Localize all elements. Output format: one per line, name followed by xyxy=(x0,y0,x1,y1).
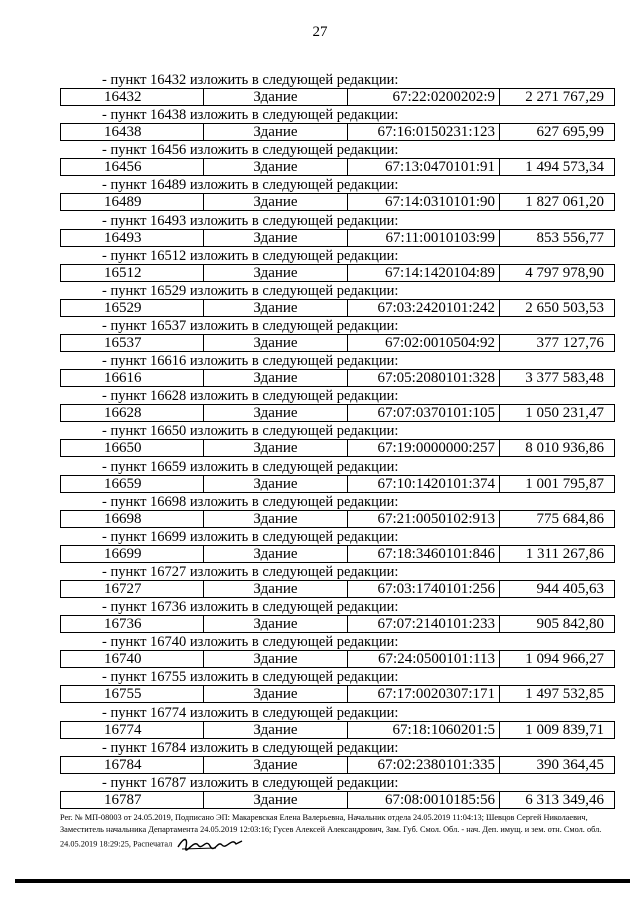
entry-note: - пункт 16787 изложить в следующей редакции: xyxy=(102,774,399,791)
cadastral-number: 67:18:3460101:846 xyxy=(348,546,500,562)
item-number: 16438 xyxy=(61,124,204,140)
entry xyxy=(60,530,615,565)
entry-note: - пункт 16456 изложить в следующей редакции: xyxy=(102,142,399,159)
cadastral-value: 3 377 583,48 xyxy=(525,370,604,387)
item-number: 16650 xyxy=(61,440,204,456)
table-row xyxy=(60,685,615,703)
cadastral-number: 67:11:0010103:99 xyxy=(348,230,500,246)
entry-note: - пункт 16699 изложить в следующей редакции: xyxy=(102,528,399,545)
entry-note: - пункт 16736 изложить в следующей редакции: xyxy=(102,599,399,616)
table-row xyxy=(60,404,615,422)
cadastral-number: 67:16:0150231:123 xyxy=(348,124,500,140)
cadastral-value: 905 842,80 xyxy=(536,616,604,633)
cadastral-value: 627 695,99 xyxy=(536,124,604,141)
table-row xyxy=(60,650,615,668)
item-number: 16699 xyxy=(61,546,204,562)
cadastral-value: 1 094 966,27 xyxy=(525,651,604,668)
bottom-rule xyxy=(15,879,630,883)
item-number: 16489 xyxy=(61,194,204,210)
cadastral-value: 1 827 061,20 xyxy=(525,194,604,211)
cadastral-number: 67:10:1420101:374 xyxy=(348,476,500,492)
entry xyxy=(60,354,615,389)
object-type: Здание xyxy=(204,159,348,175)
entry-note: - пункт 16784 изложить в следующей редакции: xyxy=(102,739,399,756)
cadastral-value: 1 311 267,86 xyxy=(525,545,604,562)
entry xyxy=(60,319,615,354)
entry-note: - пункт 16727 изложить в следующей редакции: xyxy=(102,563,399,580)
entry-note: - пункт 16774 изложить в следующей редакции: xyxy=(102,704,399,721)
object-type: Здание xyxy=(204,89,348,105)
cadastral-value: 1 001 795,87 xyxy=(525,475,604,492)
object-type: Здание xyxy=(204,124,348,140)
object-type: Здание xyxy=(204,651,348,667)
item-number: 16740 xyxy=(61,651,204,667)
cadastral-number: 67:18:1060201:5 xyxy=(348,722,500,738)
table-row xyxy=(60,299,615,317)
object-type: Здание xyxy=(204,300,348,316)
table-row xyxy=(60,510,615,528)
entry xyxy=(60,143,615,178)
item-number: 16432 xyxy=(61,89,204,105)
entry-note: - пункт 16628 изложить в следующей редакции: xyxy=(102,388,399,405)
entry xyxy=(60,495,615,530)
entry-note: - пункт 16529 изложить в следующей редакции: xyxy=(102,282,399,299)
table-row xyxy=(60,615,615,633)
entry-note: - пункт 16755 изложить в следующей редакции: xyxy=(102,669,399,686)
item-number: 16537 xyxy=(61,335,204,351)
cadastral-value: 853 556,77 xyxy=(536,229,604,246)
entry xyxy=(60,635,615,670)
entry-note: - пункт 16489 изложить в следующей редакции: xyxy=(102,177,399,194)
cadastral-number: 67:05:2080101:328 xyxy=(348,370,500,386)
item-number: 16456 xyxy=(61,159,204,175)
entries-list xyxy=(60,73,615,811)
item-number: 16493 xyxy=(61,230,204,246)
cadastral-value: 1 494 573,34 xyxy=(525,159,604,176)
cadastral-number: 67:21:0050102:913 xyxy=(348,511,500,527)
entry xyxy=(60,108,615,143)
cadastral-value: 1 050 231,47 xyxy=(525,405,604,422)
handwritten-signature-icon xyxy=(176,835,244,855)
entry-note: - пункт 16698 изложить в следующей редакции: xyxy=(102,493,399,510)
page-number: 27 xyxy=(312,24,328,40)
entry-note: - пункт 16438 изложить в следующей редакции: xyxy=(102,107,399,124)
table-row xyxy=(60,334,615,352)
table-row xyxy=(60,264,615,282)
object-type: Здание xyxy=(204,616,348,632)
table-row xyxy=(60,369,615,387)
entry xyxy=(60,600,615,635)
entry-note: - пункт 16740 изложить в следующей редакции: xyxy=(102,634,399,651)
cadastral-value: 6 313 349,46 xyxy=(525,791,604,808)
cadastral-number: 67:07:0370101:105 xyxy=(348,405,500,421)
item-number: 16774 xyxy=(61,722,204,738)
cadastral-number: 67:02:2380101:335 xyxy=(348,757,500,773)
table-row xyxy=(60,193,615,211)
cadastral-value: 390 364,45 xyxy=(536,756,604,773)
entry xyxy=(60,284,615,319)
cadastral-number: 67:07:2140101:233 xyxy=(348,616,500,632)
cadastral-number: 67:08:0010185:56 xyxy=(348,792,500,808)
entry xyxy=(60,424,615,459)
object-type: Здание xyxy=(204,476,348,492)
table-row xyxy=(60,88,615,106)
entry-note: - пункт 16512 изложить в следующей редакции: xyxy=(102,247,399,264)
entry xyxy=(60,460,615,495)
item-number: 16512 xyxy=(61,265,204,281)
entry xyxy=(60,776,615,811)
cadastral-number: 67:14:0310101:90 xyxy=(348,194,500,210)
table-row xyxy=(60,791,615,809)
object-type: Здание xyxy=(204,546,348,562)
object-type: Здание xyxy=(204,511,348,527)
object-type: Здание xyxy=(204,792,348,808)
cadastral-number: 67:13:0470101:91 xyxy=(348,159,500,175)
table-row xyxy=(60,123,615,141)
table-row xyxy=(60,475,615,493)
entry-note: - пункт 16659 изложить в следующей редакции: xyxy=(102,458,399,475)
cadastral-number: 67:02:0010504:92 xyxy=(348,335,500,351)
item-number: 16628 xyxy=(61,405,204,421)
item-number: 16787 xyxy=(61,792,204,808)
cadastral-value: 2 650 503,53 xyxy=(525,299,604,316)
cadastral-value: 944 405,63 xyxy=(536,580,604,597)
entry-note: - пункт 16616 изложить в следующей редакции: xyxy=(102,353,399,370)
object-type: Здание xyxy=(204,722,348,738)
entry xyxy=(60,706,615,741)
object-type: Здание xyxy=(204,440,348,456)
cadastral-value: 1 009 839,71 xyxy=(525,721,604,738)
object-type: Здание xyxy=(204,194,348,210)
entry xyxy=(60,741,615,776)
entry xyxy=(60,670,615,705)
entry xyxy=(60,178,615,213)
table-row xyxy=(60,580,615,598)
entry-note: - пункт 16493 изложить в следующей редакции: xyxy=(102,212,399,229)
cadastral-number: 67:03:2420101:242 xyxy=(348,300,500,316)
object-type: Здание xyxy=(204,405,348,421)
entry xyxy=(60,565,615,600)
cadastral-number: 67:03:1740101:256 xyxy=(348,581,500,597)
object-type: Здание xyxy=(204,370,348,386)
object-type: Здание xyxy=(204,335,348,351)
cadastral-value: 377 127,76 xyxy=(536,334,604,351)
entry xyxy=(60,389,615,424)
object-type: Здание xyxy=(204,230,348,246)
object-type: Здание xyxy=(204,686,348,702)
entry xyxy=(60,249,615,284)
entry xyxy=(60,214,615,249)
footer-text: Рег. № МП-08003 от 24.05.2019, Подписано ЭП: Макаревская Елена Валерьевна, Начальник отдела 24.05.2019 11:04:13; Шевцов Сергей Николаевич, Заместитель начальника Департамента 24.05.2019 12:03:16; Гусев Алексей Александрович, Зам. Губ. Смол. Обл. - нач. Деп. имущ. и зем. отн. Смол. обл. 24.05.2019 18:29:25, Распечатал xyxy=(60,813,602,849)
object-type: Здание xyxy=(204,757,348,773)
entry-note: - пункт 16432 изложить в следующей редакции: xyxy=(102,72,399,88)
cadastral-value: 8 010 936,86 xyxy=(525,440,604,457)
item-number: 16727 xyxy=(61,581,204,597)
registration-footer xyxy=(60,812,625,855)
item-number: 16659 xyxy=(61,476,204,492)
table-row xyxy=(60,721,615,739)
cadastral-value: 4 797 978,90 xyxy=(525,264,604,281)
cadastral-number: 67:17:0020307:171 xyxy=(348,686,500,702)
cadastral-value: 775 684,86 xyxy=(536,510,604,527)
cadastral-value: 2 271 767,29 xyxy=(525,89,604,105)
table-row xyxy=(60,545,615,563)
cadastral-number: 67:22:0200202:9 xyxy=(348,89,500,105)
object-type: Здание xyxy=(204,265,348,281)
entry xyxy=(60,73,615,108)
table-row xyxy=(60,158,615,176)
table-row xyxy=(60,756,615,774)
item-number: 16755 xyxy=(61,686,204,702)
item-number: 16529 xyxy=(61,300,204,316)
cadastral-number: 67:19:0000000:257 xyxy=(348,440,500,456)
object-type: Здание xyxy=(204,581,348,597)
item-number: 16616 xyxy=(61,370,204,386)
table-row xyxy=(60,439,615,457)
table-row xyxy=(60,229,615,247)
entry-note: - пункт 16537 изложить в следующей редакции: xyxy=(102,317,399,334)
cadastral-number: 67:14:1420104:89 xyxy=(348,265,500,281)
entry-note: - пункт 16650 изложить в следующей редакции: xyxy=(102,423,399,440)
item-number: 16784 xyxy=(61,757,204,773)
item-number: 16698 xyxy=(61,511,204,527)
cadastral-value: 1 497 532,85 xyxy=(525,686,604,703)
item-number: 16736 xyxy=(61,616,204,632)
cadastral-number: 67:24:0500101:113 xyxy=(348,651,500,667)
